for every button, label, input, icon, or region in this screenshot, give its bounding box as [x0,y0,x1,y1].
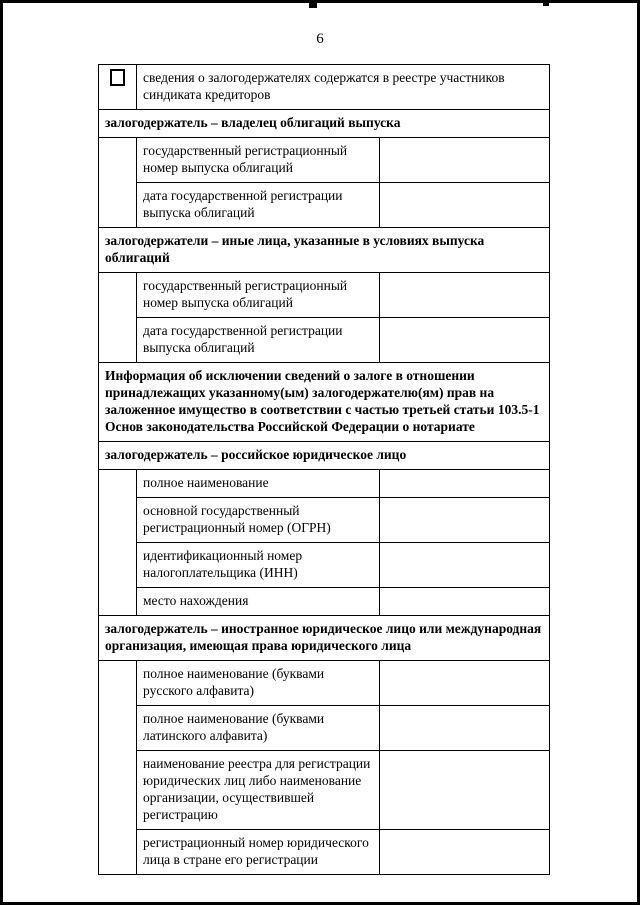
field-row [99,751,550,830]
field-value [380,588,550,616]
field-value [380,470,550,498]
section-row [99,228,550,273]
checkbox-label: сведения о залогодержателях содержатся в реестре участников синдиката кредиторов [137,65,550,110]
indent-cell [99,273,137,363]
field-value [380,183,550,228]
field-value [380,751,550,830]
section-header: залогодержатель – российское юридическое лицо [99,442,550,470]
section-row [99,616,550,661]
field-value [380,318,550,363]
field-label: идентификационный номер налогоплательщика (ИНН) [137,543,380,588]
field-label: полное наименование [137,470,380,498]
section-header: Информация об исключении сведений о залоге в отношении принадлежащих указанному(ым) залогодержателю(ям) прав на заложенное имущество в соответствии с частью третьей статьи 103.5-1 Основ законодательства Российской Федерации о нотариате [99,363,550,442]
scan-artifact-mark [543,3,549,6]
section-header: залогодержатели – иные лица, указанные в условиях выпуска облигаций [99,228,550,273]
checkbox-row [99,65,550,110]
field-value [380,498,550,543]
section-header: залогодержатель – владелец облигаций выпуска [99,110,550,138]
section-row [99,363,550,442]
field-row [99,138,550,183]
field-value [380,706,550,751]
field-label: регистрационный номер юридического лица в стране его регистрации [137,830,380,875]
checkbox-cell [99,65,137,110]
checkbox-icon [110,69,125,86]
field-row [99,183,550,228]
field-label: государственный регистрационный номер выпуска облигаций [137,273,380,318]
field-label: место нахождения [137,588,380,616]
field-value [380,543,550,588]
field-label: дата государственной регистрации выпуска облигаций [137,183,380,228]
field-value [380,273,550,318]
field-row [99,543,550,588]
field-row [99,830,550,875]
field-row [99,273,550,318]
field-label: дата государственной регистрации выпуска облигаций [137,318,380,363]
indent-cell [99,138,137,228]
section-row [99,442,550,470]
field-row [99,318,550,363]
form-table-body [99,65,550,875]
field-value [380,138,550,183]
field-label: полное наименование (буквами русского алфавита) [137,661,380,706]
scan-artifact-mark [309,3,317,8]
field-label: полное наименование (буквами латинского алфавита) [137,706,380,751]
section-header: залогодержатель – иностранное юридическое лицо или международная организация, имеющая права юридического лица [99,616,550,661]
field-row [99,588,550,616]
form-table [98,64,550,875]
field-label: наименование реестра для регистрации юридических лиц либо наименование организации, осуществившей регистрацию [137,751,380,830]
field-label: государственный регистрационный номер выпуска облигаций [137,138,380,183]
field-value [380,830,550,875]
section-row [99,110,550,138]
field-row [99,498,550,543]
field-row [99,661,550,706]
indent-cell [99,661,137,875]
field-row [99,706,550,751]
page-number: 6 [316,31,324,47]
field-label: основной государственный регистрационный номер (ОГРН) [137,498,380,543]
field-value [380,661,550,706]
indent-cell [99,470,137,616]
field-row [99,470,550,498]
